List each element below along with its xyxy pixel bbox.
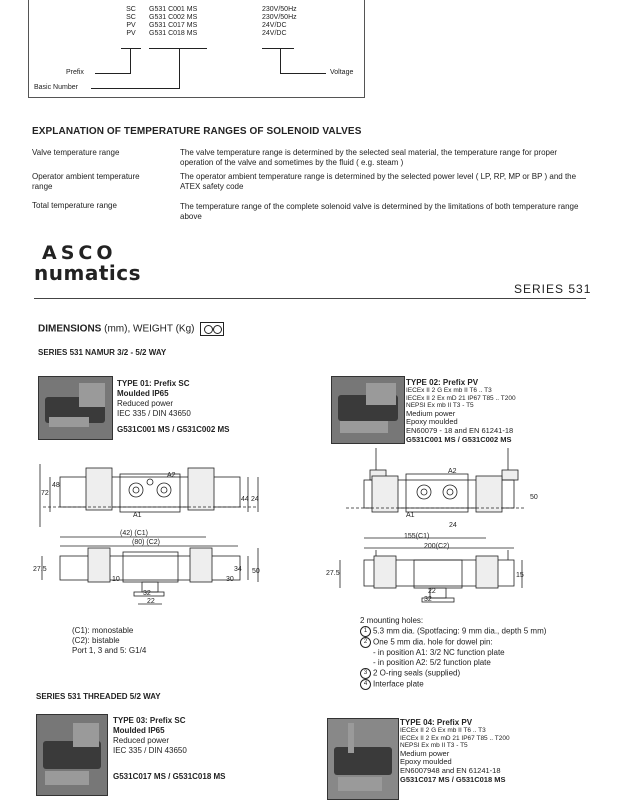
type02-title: TYPE 02: Prefix PV — [406, 378, 479, 387]
number-3-icon: 3 — [360, 668, 371, 679]
left-dim-len1: (42) (C1) — [120, 530, 149, 537]
weight-icon — [200, 322, 224, 336]
section-threaded-heading: SERIES 531 THREADED 5/2 WAY — [36, 692, 161, 701]
left-notes: (C1): monostable (C2): bistable Port 1, 3 and 5: G1/4 — [72, 626, 147, 655]
number-column: G531 C001 MS G531 C002 MS G531 C017 MS G531 C018 MS — [149, 6, 198, 37]
right-dim-a1: A1 — [406, 512, 415, 519]
right-dim-len2: 200(C2) — [424, 543, 450, 550]
right-dim-22: 22 — [428, 588, 436, 595]
type01-title: TYPE 01: Prefix SC — [117, 379, 190, 388]
brand-logo-line1: ASCO — [42, 242, 117, 264]
left-dim-72: 72 — [41, 490, 49, 497]
explanation-term-1: Valve temperature range — [32, 148, 120, 157]
type03-info: TYPE 03: Prefix SC Moulded IP65 Reduced power IEC 335 / DIN 43650 G531C017 MS / G531C018 MS — [113, 716, 226, 781]
series-label: SERIES 531 — [514, 282, 592, 296]
left-dim-44: 44 — [241, 496, 249, 503]
mounting-holes: 2 mounting holes: 1 5.3 mm dia. (Spotfacing: 9 mm dia., depth 5 mm) 2 One 5 mm dia. hole for dowel pin: - in position A1: 3/2 NC function plate - in position A2: 5/2 function plate 3 2 O-ring seals (supplied) 4 Interface plate — [360, 616, 610, 690]
left-dim-34: 34 — [234, 566, 242, 573]
left-dim-a1: A1 — [133, 512, 142, 519]
basic-number-label: Basic Number — [34, 84, 78, 91]
type03-codes: G531C017 MS / G531C018 MS — [113, 772, 226, 781]
right-dim-275: 27.5 — [326, 570, 340, 577]
type04-title: TYPE 04: Prefix PV — [400, 718, 473, 727]
voltage-label: Voltage — [330, 69, 354, 76]
left-dim-48: 48 — [52, 482, 60, 489]
explanation-text-1: The valve temperature range is determined by the selected seal material, the temperature range for proper operation of the valve and sometimes by the fluid ( e.g. steam ) — [180, 148, 558, 167]
right-dim-24: 24 — [449, 522, 457, 529]
type02-photo — [331, 376, 405, 444]
explanation-term-2: Operator ambient temperature range — [32, 172, 140, 191]
left-dim-10: 10 — [112, 576, 120, 583]
voltage-column: 230V/50Hz 230V/50Hz 24V/DC 24V/DC — [262, 6, 297, 37]
explanation-text-2: The operator ambient temperature range is determined by the selected power level ( LP, RP, MP or BP ) and the ATEX safety code — [180, 172, 577, 191]
explanation-heading: EXPLANATION OF TEMPERATURE RANGES OF SOLENOID VALVES — [32, 126, 362, 137]
brand-logo — [34, 244, 141, 283]
prefix-column: SC SC PV PV — [126, 6, 136, 37]
type01-codes: G531C001 MS / G531C002 MS — [117, 425, 230, 434]
right-dim-len1: 155(C1) — [404, 533, 430, 540]
left-dim-30: 30 — [226, 576, 234, 583]
section-namur-heading: SERIES 531 NAMUR 3/2 - 5/2 WAY — [38, 348, 167, 357]
type02-info: TYPE 02: Prefix PV IECEx II 2 G Ex mb II T6 .. T3 IECEx II 2 Ex mD 21 IP67 T85 .. T200 NEPSI Ex mb II T3 - T5 Medium power Epoxy moulded EN60079 - 18 and EN 61241-18 G531C001 MS / G531C002 MS — [406, 378, 516, 444]
right-dim-a2: A2 — [448, 468, 457, 475]
type02-codes: G531C001 MS / G531C002 MS — [406, 435, 512, 444]
type01-photo — [38, 376, 113, 440]
series-rule — [34, 298, 586, 299]
left-technical-drawing — [38, 452, 270, 622]
mounting-title: 2 mounting holes: — [360, 616, 424, 625]
type03-title: TYPE 03: Prefix SC — [113, 716, 186, 725]
left-dim-24: 24 — [251, 496, 259, 503]
left-dim-len2: (80) (C2) — [132, 539, 161, 546]
number-4-icon: 4 — [360, 679, 371, 690]
number-2-icon: 2 — [360, 637, 371, 648]
left-dim-22: 22 — [147, 598, 155, 605]
order-code-box — [28, 0, 365, 98]
left-dim-32: 32 — [143, 590, 151, 597]
type04-codes: G531C017 MS / G531C018 MS — [400, 775, 506, 784]
left-dim-275: 27.5 — [33, 566, 47, 573]
right-technical-drawing — [336, 448, 546, 618]
type04-photo — [327, 718, 399, 800]
type04-info: TYPE 04: Prefix PV IECEx II 2 G Ex mb II T6 .. T3 IECEx II 2 Ex mD 21 IP67 T85 .. T200 NEPSI Ex mb II T3 - T5 Medium power Epoxy moulded EN6007948 and EN 61241-18 G531C017 MS / G531C018 MS — [400, 718, 510, 784]
left-dim-a2: A2 — [167, 472, 176, 479]
type03-photo — [36, 714, 108, 796]
right-dim-32: 32 — [424, 596, 432, 603]
explanation-text-3: The temperature range of the complete solenoid valve is determined by the limitations of both temperature range above — [180, 202, 579, 221]
prefix-label: Prefix — [66, 69, 84, 76]
dimensions-heading: DIMENSIONS (mm), WEIGHT (Kg) — [38, 322, 224, 336]
left-dim-50: 50 — [252, 568, 260, 575]
right-dim-15: 15 — [516, 572, 524, 579]
type01-info: TYPE 01: Prefix SC Moulded IP65 Reduced power IEC 335 / DIN 43650 G531C001 MS / G531C002 MS — [117, 379, 230, 434]
explanation-term-3: Total temperature range — [32, 201, 117, 210]
brand-logo-line2: numatics — [34, 261, 141, 285]
number-1-icon: 1 — [360, 626, 371, 637]
right-dim-50: 50 — [530, 494, 538, 501]
